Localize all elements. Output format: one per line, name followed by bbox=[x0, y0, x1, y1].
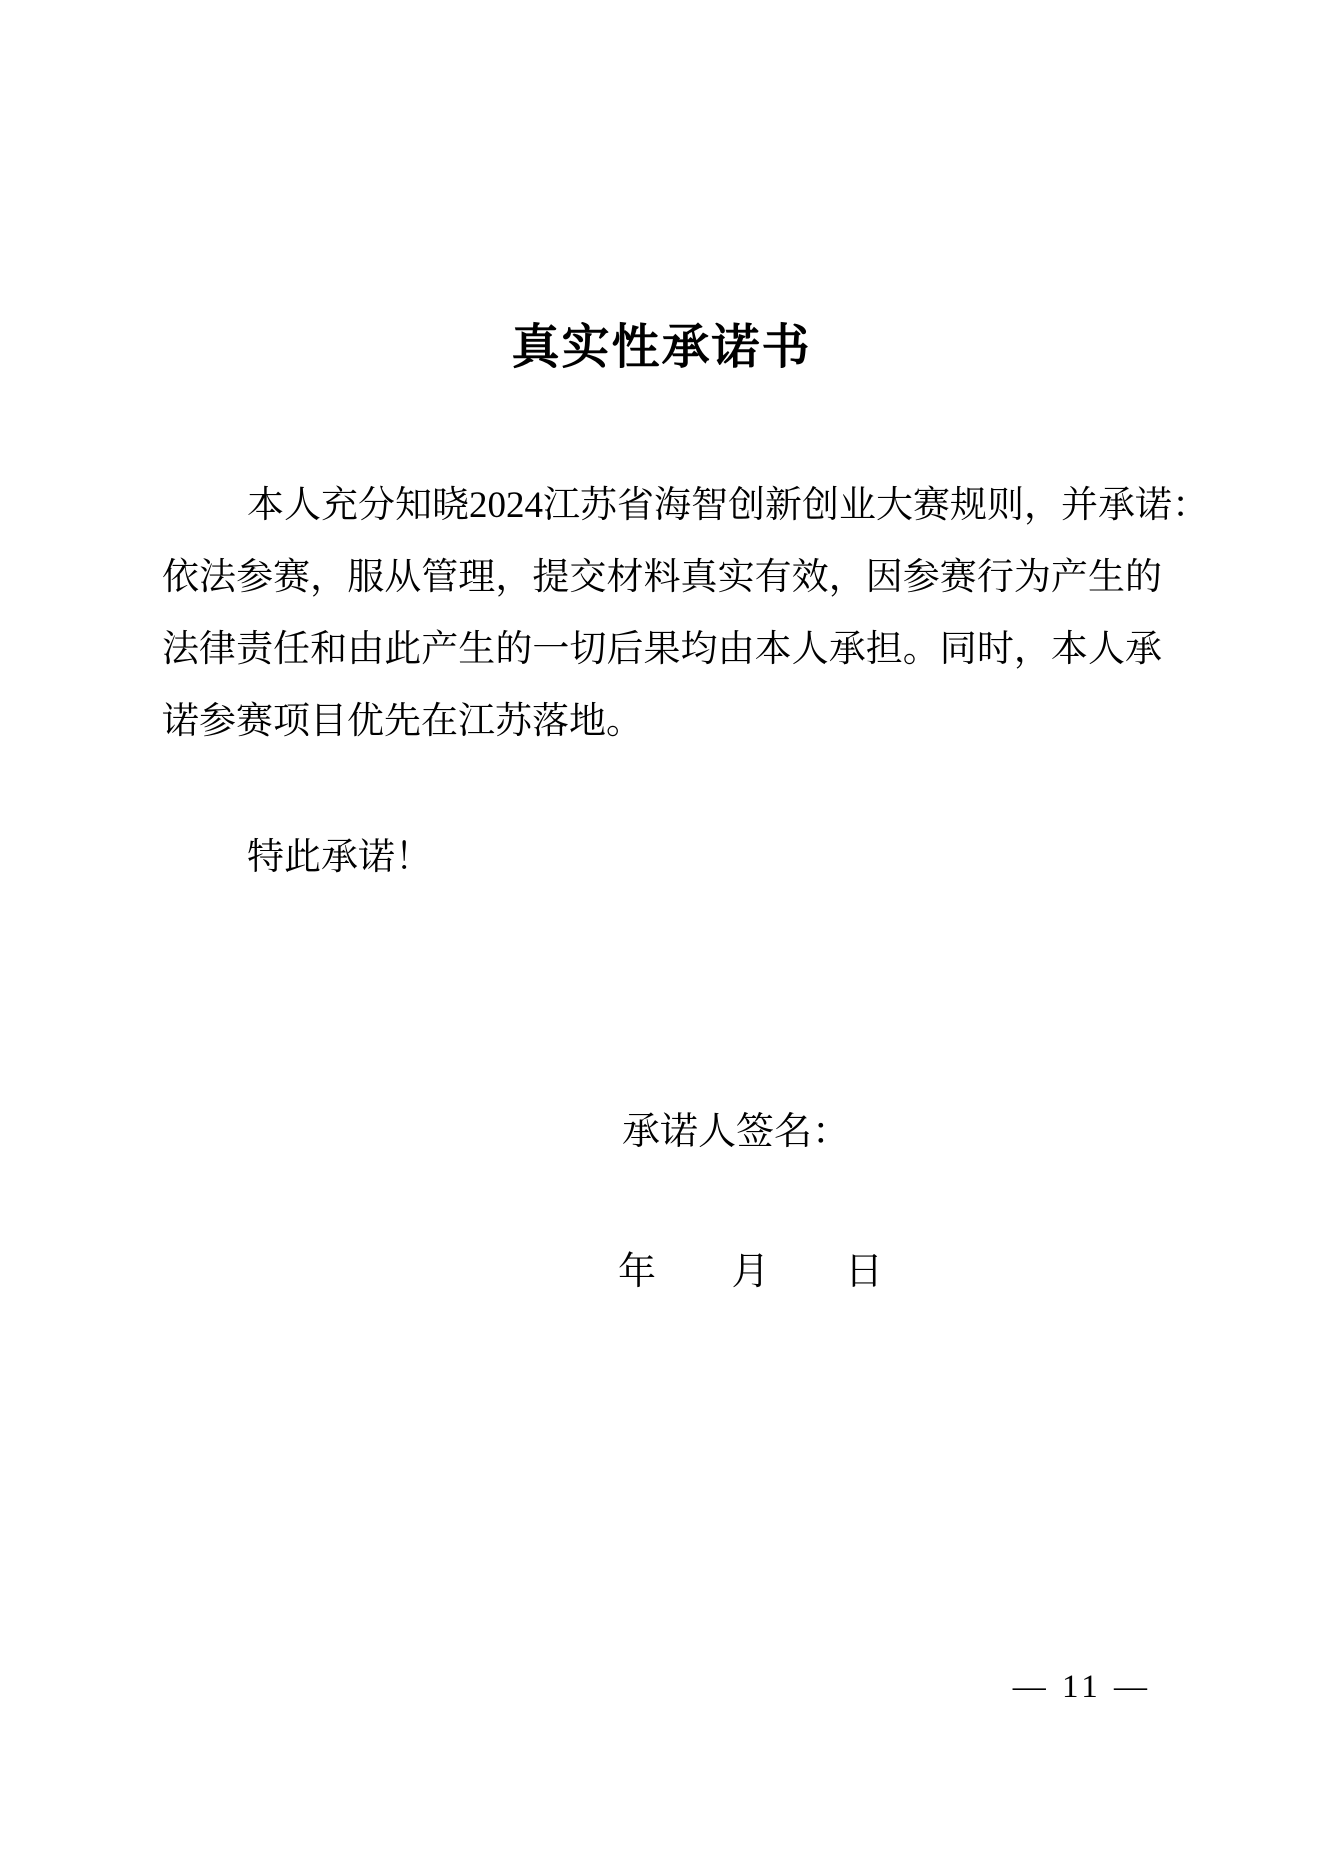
paragraph-line: 依法参赛，服从管理，提交材料真实有效，因参赛行为产生的 bbox=[162, 557, 1162, 598]
date-day-label: 日 bbox=[845, 1251, 884, 1293]
date-line bbox=[618, 1236, 883, 1308]
signature-label: 承诺人签名： bbox=[622, 1111, 851, 1153]
pledge-line: 特此承诺！ bbox=[247, 837, 432, 878]
paragraph-line: 诺参赛项目优先在江苏落地。 bbox=[162, 701, 643, 742]
page-title: 真实性承诺书 bbox=[511, 321, 812, 374]
page-number: — 11 — bbox=[1012, 1669, 1151, 1705]
date-month-label: 月 bbox=[731, 1251, 770, 1293]
date-year-label: 年 bbox=[618, 1251, 657, 1293]
commitment-paragraph bbox=[162, 470, 1209, 758]
paragraph-line: 本人充分知晓2024江苏省海智创新创业大赛规则，并承诺： bbox=[247, 485, 1209, 526]
paragraph-line: 法律责任和由此产生的一切后果均由本人承担。同时，本人承 bbox=[162, 629, 1162, 670]
